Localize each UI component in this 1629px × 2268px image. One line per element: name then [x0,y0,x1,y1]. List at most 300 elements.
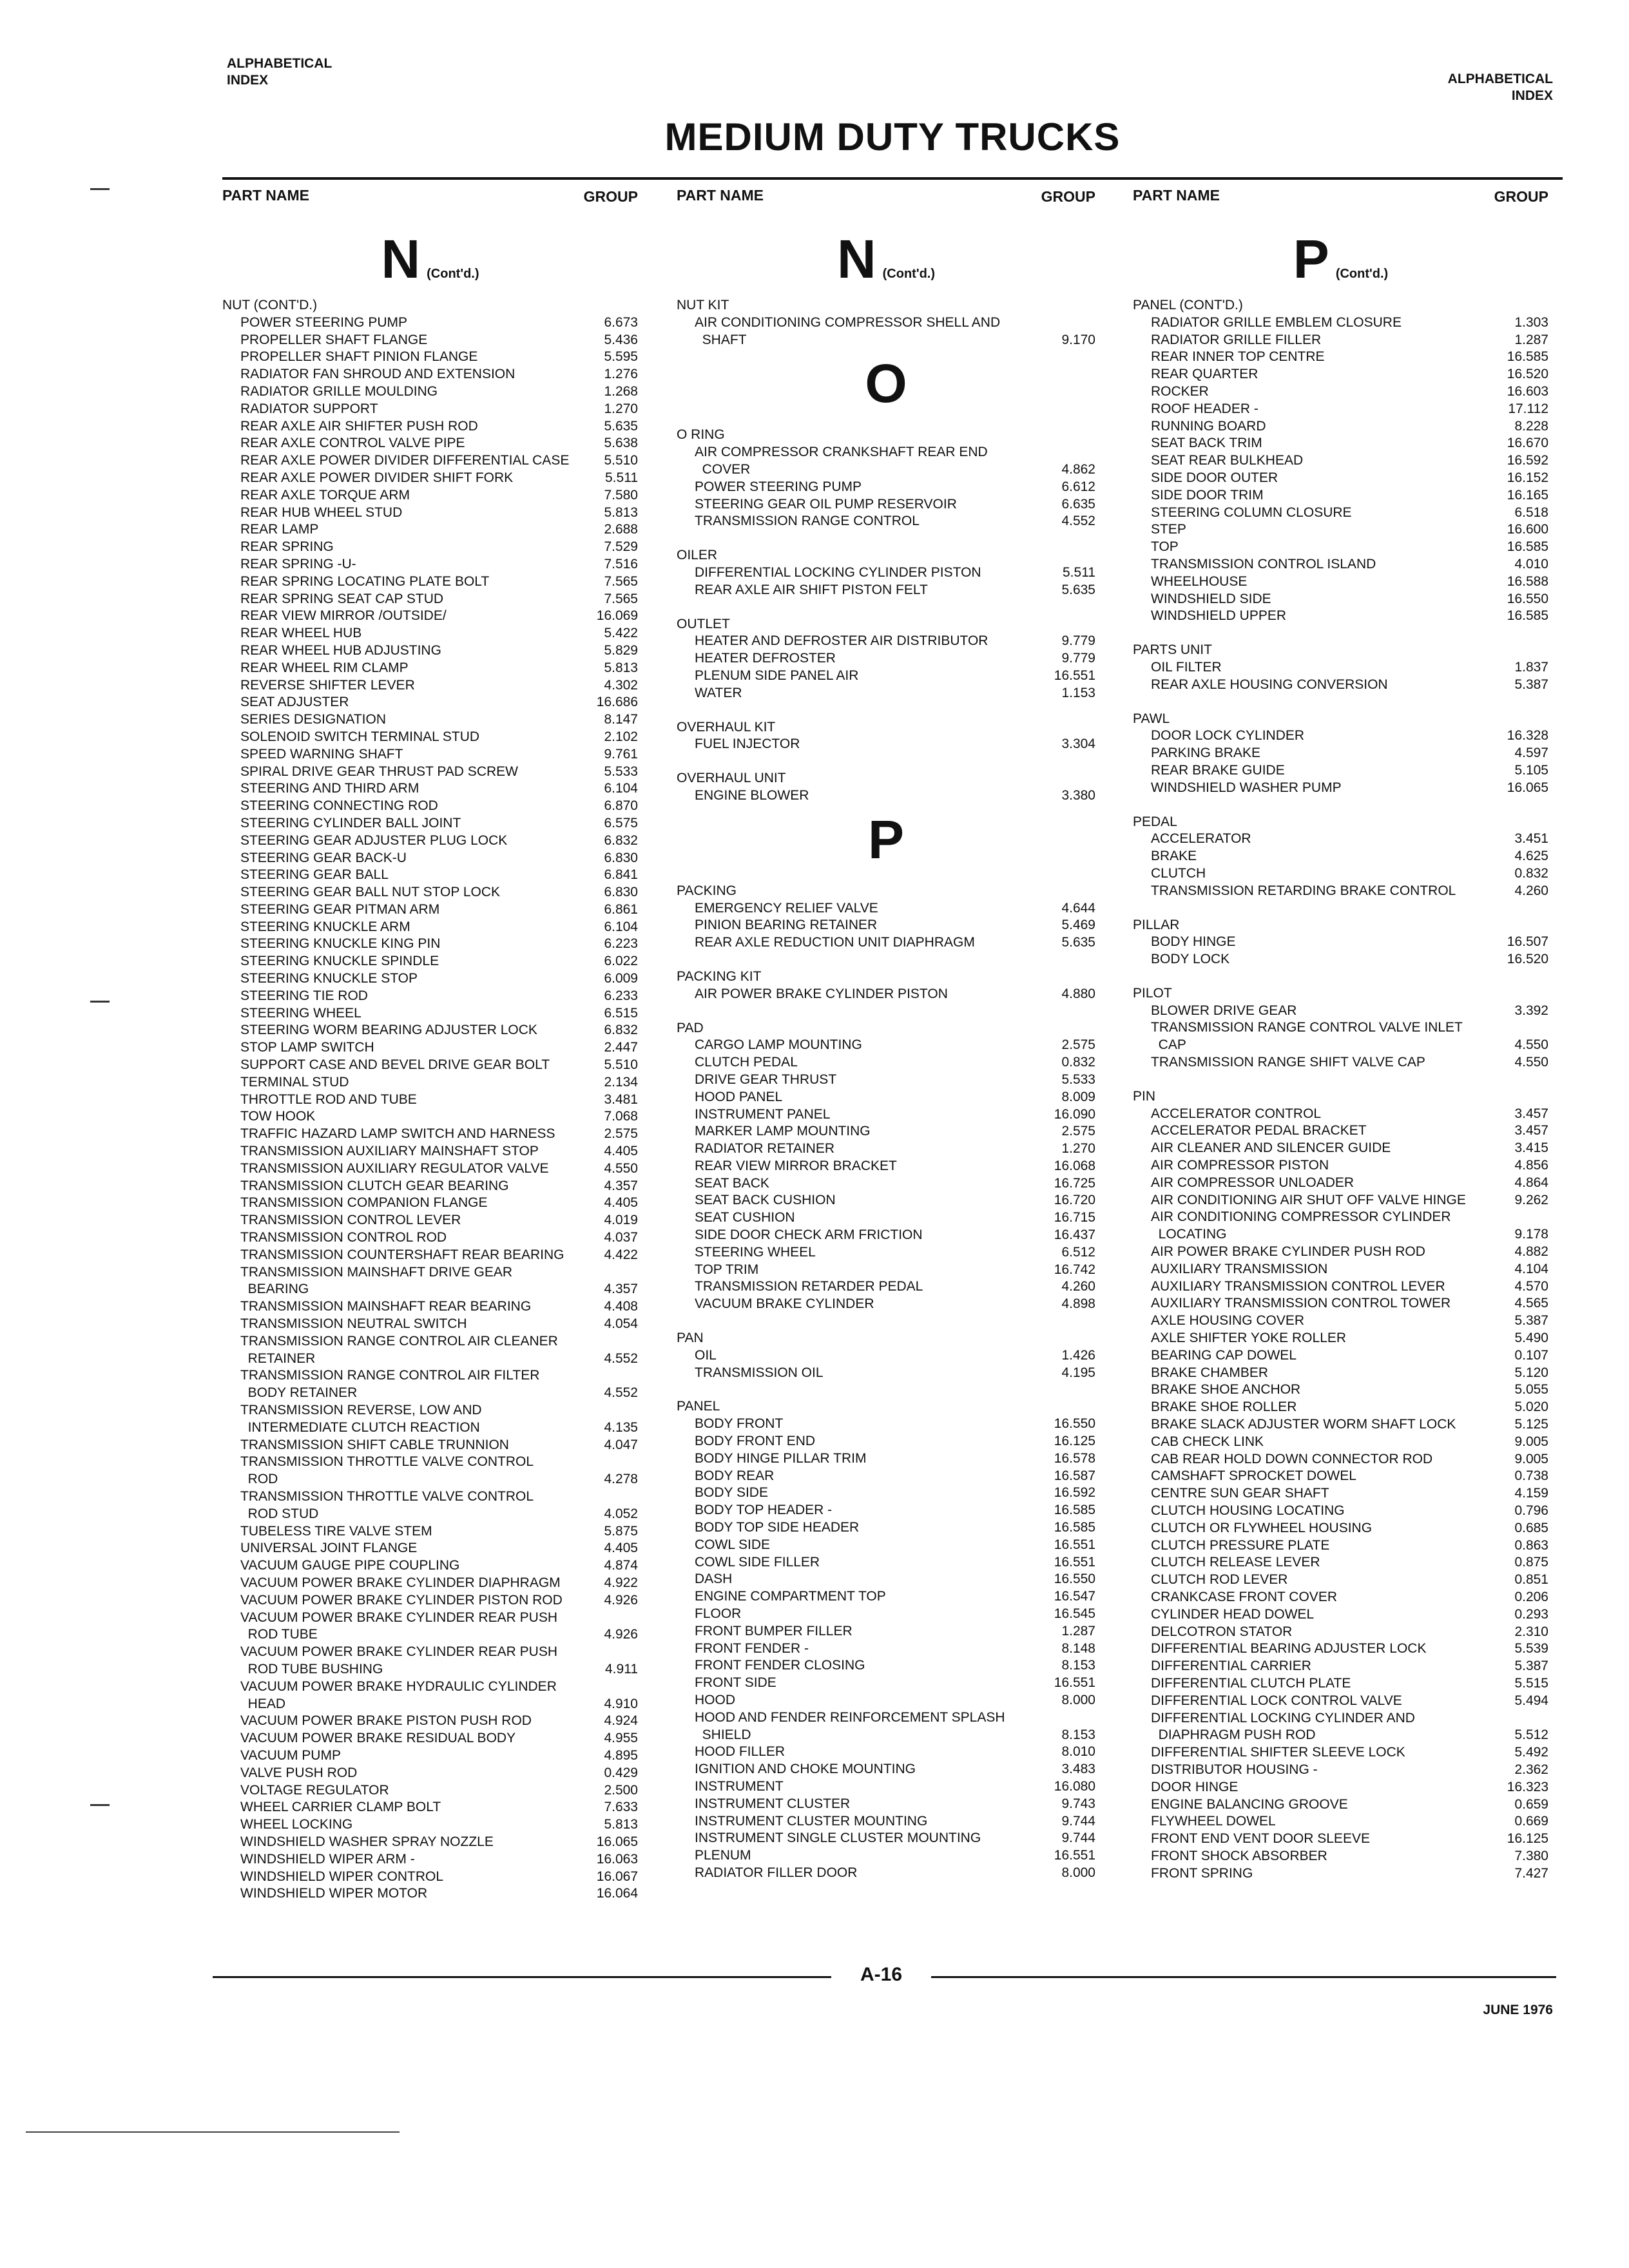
index-entry [1133,1503,1548,1520]
group-number: 5.539 [1514,1641,1548,1657]
group-number: 4.019 [604,1213,638,1228]
part-name: PROPELLER SHAFT PINION FLANGE [240,349,478,365]
group-number: 5.387 [1514,1313,1548,1329]
part-name: VACUUM POWER BRAKE RESIDUAL BODY [240,1731,516,1746]
part-name-label: PART NAME [1133,187,1220,204]
part-name: EMERGENCY RELIEF VALVE [695,900,878,916]
group-number: 16.063 [596,1851,638,1867]
group-number: 16.125 [1507,1831,1548,1847]
index-entry [677,1640,1095,1658]
index-entry [222,435,638,452]
part-name: VACUUM BRAKE CYLINDER [695,1296,874,1312]
group-number: 8.009 [1061,1089,1095,1104]
index-entry [222,487,638,505]
part-name: POWER STEERING PUMP [695,479,862,494]
index-entry [677,1416,1095,1433]
index-entry [677,1485,1095,1502]
group-number: 7.427 [1514,1865,1548,1881]
index-group [677,1020,1095,1314]
index-group [677,1398,1095,1881]
group-number: 5.638 [604,436,638,451]
group-heading: PAN [677,1331,704,1346]
index-column-2 [677,187,1095,1882]
index-group [677,547,1095,599]
index-group [677,968,1095,1003]
footer-rule [931,1976,1556,1978]
index-entry [222,694,638,711]
group-number: 16.551 [1054,1554,1095,1570]
group-number: 6.870 [604,798,638,814]
part-name: PINION BEARING RETAINER [695,918,878,933]
index-entry [222,573,638,591]
group-number: 5.635 [604,418,638,434]
group-number: 4.926 [604,1592,638,1608]
part-name: TRANSMISSION CONTROL LEVER [240,1213,461,1228]
part-name: TRANSMISSION RANGE CONTROL [695,514,920,529]
index-group [1133,711,1548,797]
part-name: CLUTCH PRESSURE PLATE [1151,1537,1330,1553]
part-name: REAR SPRING -U- [240,556,356,572]
part-name: WINDSHIELD UPPER [1151,608,1287,624]
index-entry [1133,314,1548,332]
part-name: SPIRAL DRIVE GEAR THRUST PAD SCREW [240,764,518,779]
part-name: RADIATOR FAN SHROUD AND EXTENSION [240,367,516,382]
index-entry [222,832,638,850]
group-number: 16.520 [1507,367,1548,382]
part-name: HEATER AND DEFROSTER AIR DISTRIBUTOR [695,633,988,649]
index-entry [1133,556,1548,573]
section-letter: N [381,229,421,289]
index-entry [1133,1434,1548,1451]
part-name: FRONT SIDE [695,1675,776,1691]
group-number: 4.159 [1514,1486,1548,1501]
part-name: DIFFERENTIAL LOCKING CYLINDER AND DIAPHRAGM PUSH ROD [1151,1710,1415,1743]
index-entry [1133,1485,1548,1503]
group-number: 16.065 [596,1834,638,1849]
group-label: GROUP [1041,188,1095,205]
index-entry [1133,727,1548,745]
group-number: 8.000 [1061,1693,1095,1707]
group-number: 5.512 [1514,1727,1548,1743]
section-letter-heading [222,228,638,291]
group-number: 16.520 [1507,952,1548,967]
group-number: 5.510 [604,1057,638,1073]
index-entry [222,1799,638,1816]
part-name: BLOWER DRIVE GEAR [1151,1003,1297,1018]
index-entry [1133,435,1548,452]
index-entry [222,521,638,539]
index-entry [677,1158,1095,1175]
index-entry [222,867,638,884]
group-number: 4.926 [604,1627,638,1642]
part-name: AIR CONDITIONING COMPRESSOR CYLINDER LOCATING [1151,1209,1451,1242]
part-name: SEAT ADJUSTER [240,695,349,710]
index-entry [222,401,638,418]
index-entry [222,1540,638,1557]
part-name-label: PART NAME [222,187,310,204]
index-entry [677,1106,1095,1124]
index-entry [677,1140,1095,1158]
part-name: CARGO LAMP MOUNTING [695,1037,862,1053]
group-number: 16.725 [1054,1175,1095,1191]
part-name: ACCELERATOR PEDAL BRACKET [1151,1123,1367,1139]
group-number: 5.511 [1063,564,1095,580]
group-number: 4.278 [604,1472,638,1487]
group-number: 16.587 [1054,1468,1095,1483]
group-number: 9.744 [1061,1831,1095,1846]
index-entry [1133,521,1548,539]
index-entry [1133,1381,1548,1399]
part-name: OIL [695,1347,717,1363]
group-number: 16.080 [1054,1778,1095,1794]
group-number: 9.779 [1061,651,1095,666]
index-entry [222,1885,638,1903]
group-number: 5.436 [604,332,638,347]
index-entry [677,1606,1095,1623]
part-name: REAR HUB WHEEL STUD [240,505,403,520]
group-number: 16.550 [1054,1571,1095,1587]
part-name: REAR AXLE HOUSING CONVERSION [1151,677,1388,692]
part-name: WINDSHIELD WIPER CONTROL [240,1869,444,1884]
part-name: REAR WHEEL RIM CLAMP [240,660,409,675]
index-entry [222,556,638,573]
index-entry [222,1402,638,1437]
part-name: BEARING CAP DOWEL [1151,1347,1296,1363]
part-name: STEERING KNUCKLE SPINDLE [240,954,439,969]
group-number: 16.715 [1054,1210,1095,1225]
group-number: 4.565 [1514,1296,1548,1311]
index-entry [222,764,638,781]
index-entry [677,1692,1095,1709]
group-number: 4.550 [604,1160,638,1176]
bottom-rule [26,2131,400,2133]
part-name: DASH [695,1571,733,1587]
index-entry [222,780,638,798]
title-rule [222,177,1563,180]
index-entry [222,884,638,901]
group-number: 16.585 [1507,539,1548,555]
part-name: RADIATOR RETAINER [695,1141,835,1157]
index-entry [222,1057,638,1074]
group-heading: PILLAR [1133,917,1180,932]
group-number: 16.069 [596,608,638,624]
group-number: 16.742 [1054,1262,1095,1277]
part-name: CAMSHAFT SPROCKET DOWEL [1151,1468,1356,1484]
group-number: 7.565 [604,573,638,589]
part-name: CLUTCH [1151,865,1206,881]
group-number: 2.362 [1514,1762,1548,1777]
group-number: 4.856 [1514,1158,1548,1173]
group-number: 16.585 [1054,1503,1095,1518]
part-name: WATER [695,685,742,700]
group-number: 9.761 [604,746,638,762]
part-name: TRANSMISSION CONTROL ROD [240,1230,447,1245]
index-entry [222,1333,638,1368]
group-number: 16.585 [1054,1520,1095,1535]
group-number: 4.552 [604,1350,638,1366]
index-entry [222,1143,638,1160]
index-group [222,297,638,1903]
index-entry [677,1675,1095,1692]
index-entry [677,1450,1095,1468]
index-entry [222,1730,638,1747]
index-entry [1133,1624,1548,1641]
index-entry [1133,1209,1548,1244]
part-name: REAR SPRING SEAT CAP STUD [240,591,444,606]
index-entry [1133,1122,1548,1140]
part-name: REAR AXLE REDUCTION UNIT DIAPHRAGM [695,935,975,950]
part-name: WINDSHIELD SIDE [1151,591,1271,606]
group-number: 4.550 [1514,1055,1548,1070]
group-number: 6.009 [604,971,638,986]
index-entry [222,1298,638,1316]
section-letter: O [865,353,907,414]
group-number: 5.422 [604,626,638,641]
group-heading: OUTLET [677,616,730,631]
footer-date: JUNE 1976 [1483,2003,1553,2017]
index-entry [1133,831,1548,848]
index-entry [677,479,1095,496]
group-number: 16.670 [1507,436,1548,451]
group-number: 5.635 [1061,582,1095,597]
group-number: 6.612 [1061,479,1095,494]
group-number: 3.457 [1514,1123,1548,1139]
part-name: STEERING TIE ROD [240,988,368,1003]
index-entry [1133,608,1548,625]
group-number: 4.644 [1061,900,1095,916]
part-name: STEERING AND THIRD ARM [240,781,419,796]
group-number: 6.518 [1514,505,1548,520]
group-number: 16.090 [1054,1106,1095,1122]
part-name: VACUUM POWER BRAKE CYLINDER REAR PUSH ROD TUBE [240,1610,558,1642]
index-entry [677,934,1095,952]
part-name: STEERING WORM BEARING ADJUSTER LOCK [240,1023,537,1038]
index-entry [222,1160,638,1178]
part-name: STEERING KNUCKLE STOP [240,971,418,986]
index-entry [222,1091,638,1109]
index-entry [222,1437,638,1454]
section-letter-suffix: (Cont'd.) [427,267,479,281]
group-number: 6.830 [604,850,638,865]
group-number: 0.293 [1514,1606,1548,1622]
part-name: COWL SIDE [695,1537,771,1552]
index-entry [677,513,1095,530]
group-number: 4.882 [1514,1244,1548,1260]
group-number: 4.910 [604,1696,638,1711]
group-heading: PAWL [1133,711,1170,726]
index-entry [677,917,1095,934]
group-heading: OVERHAUL UNIT [677,771,786,786]
index-entry [677,582,1095,599]
group-number: 0.863 [1514,1537,1548,1553]
part-name: SIDE DOOR OUTER [1151,470,1278,485]
index-entry [677,564,1095,582]
part-name: PLENUM [695,1848,751,1863]
group-number: 7.529 [604,539,638,555]
group-heading: PIN [1133,1088,1156,1104]
group-number: 6.635 [1061,496,1095,512]
group-number: 0.429 [604,1765,638,1780]
index-entry [677,1865,1095,1882]
part-name: WINDSHIELD WIPER MOTOR [240,1886,428,1901]
part-name: TRANSMISSION REVERSE, LOW AND INTERMEDIATE CLUTCH REACTION [240,1403,482,1435]
group-number: 7.380 [1514,1848,1548,1863]
group-number: 16.585 [1507,608,1548,624]
group-number: 4.864 [1514,1175,1548,1190]
index-entry [222,711,638,729]
part-name: REAR BRAKE GUIDE [1151,762,1285,778]
index-entry [677,1519,1095,1537]
part-name: TRANSMISSION COUNTERSHAFT REAR BEARING [240,1247,564,1262]
index-entry [1133,1175,1548,1192]
index-entry [222,1610,638,1644]
group-number: 5.494 [1514,1693,1548,1708]
part-name: RADIATOR FILLER DOOR [695,1865,858,1880]
index-entry [222,1316,638,1333]
part-name: FRONT FENDER CLOSING [695,1658,865,1673]
index-entry [677,1709,1095,1744]
part-name: STEERING COLUMN CLOSURE [1151,505,1352,520]
group-number: 6.575 [604,815,638,831]
part-name: STEERING KNUCKLE ARM [240,919,410,934]
group-number: 5.387 [1514,1658,1548,1674]
part-name: DIFFERENTIAL CLUTCH PLATE [1151,1675,1351,1691]
index-entry [677,1554,1095,1571]
group-number: 16.720 [1054,1193,1095,1208]
part-name: REAR SPRING [240,539,334,555]
part-name: ENGINE COMPARTMENT TOP [695,1589,886,1604]
part-name: TRANSMISSION COMPANION FLANGE [240,1195,488,1211]
group-label: GROUP [583,188,638,205]
index-entry [1133,848,1548,865]
index-entry [222,1592,638,1610]
footer-rule [213,1976,831,1978]
group-number: 0.107 [1514,1347,1548,1363]
group-number: 0.832 [1514,865,1548,881]
part-name: TRANSMISSION NEUTRAL SWITCH [240,1316,467,1332]
part-name: HEATER DEFROSTER [695,651,836,666]
group-number: 5.829 [604,642,638,658]
part-name: SEAT BACK TRIM [1151,436,1262,451]
part-name: AIR CONDITIONING COMPRESSOR SHELL AND SHAFT [695,314,1001,347]
section-letter-heading [1133,228,1548,291]
index-entry [1133,383,1548,401]
section-letter-suffix: (Cont'd.) [1335,267,1389,281]
group-number: 0.851 [1514,1572,1548,1588]
group-number: 4.010 [1514,556,1548,572]
part-name: DOOR LOCK CYLINDER [1151,728,1305,744]
group-number: 4.405 [604,1195,638,1211]
index-entry [222,383,638,401]
part-name: REAR INNER TOP CENTRE [1151,349,1325,365]
index-group [1133,917,1548,968]
part-name: VACUUM GAUGE PIPE COUPLING [240,1558,460,1573]
index-entry [1133,1606,1548,1624]
part-name: STEERING GEAR BACK-U [240,850,407,865]
index-entry [1133,366,1548,383]
part-name: ENGINE BLOWER [695,787,809,803]
part-name: REAR AXLE TORQUE ARM [240,487,410,503]
index-entry [1133,865,1548,883]
group-number: 4.550 [1514,1037,1548,1053]
index-entry [1133,401,1548,418]
index-entry [677,1830,1095,1847]
group-number: 2.575 [604,1126,638,1142]
part-name: STOP LAMP SWITCH [240,1040,374,1055]
group-number: 6.022 [604,954,638,969]
index-entry [222,1523,638,1541]
group-number: 6.832 [604,1023,638,1038]
part-name: BRAKE SLACK ADJUSTER WORM SHAFT LOCK [1151,1417,1456,1432]
part-name: ROOF HEADER - [1151,401,1258,416]
group-number: 16.592 [1507,453,1548,468]
index-entry [1133,1157,1548,1175]
index-entry [222,1816,638,1834]
index-entry [222,1212,638,1229]
part-name: AUXILIARY TRANSMISSION CONTROL LEVER [1151,1278,1445,1294]
group-number: 2.575 [1061,1037,1095,1053]
part-name: ACCELERATOR CONTROL [1151,1106,1322,1121]
index-entry [1133,1244,1548,1261]
part-name: FRONT SHOCK ABSORBER [1151,1848,1327,1863]
part-name: REAR VIEW MIRROR /OUTSIDE/ [240,608,447,624]
part-name: AIR POWER BRAKE CYLINDER PUSH ROD [1151,1244,1425,1260]
index-entry [1133,1278,1548,1296]
part-name: HOOD [695,1693,735,1707]
index-entry [222,1678,638,1713]
part-name: INSTRUMENT [695,1778,784,1794]
index-entry [677,1037,1095,1054]
index-entry [1133,470,1548,487]
index-entry [222,798,638,815]
index-entry [1133,1848,1548,1865]
part-name: MARKER LAMP MOUNTING [695,1124,871,1139]
part-name: PARKING BRAKE [1151,745,1260,761]
part-name: STEERING KNUCKLE KING PIN [240,936,441,952]
part-name: AIR COMPRESSOR UNLOADER [1151,1175,1354,1190]
index-entry [222,919,638,936]
group-number: 1.287 [1061,1623,1095,1639]
index-entry [222,1367,638,1402]
group-number: 4.408 [604,1299,638,1314]
part-name: AIR COMPRESSOR CRANKSHAFT REAR END COVER [695,445,988,477]
part-name: HOOD FILLER [695,1744,786,1760]
group-heading: NUT KIT [677,298,729,312]
group-number: 4.924 [604,1713,638,1729]
part-name: SPEED WARNING SHAFT [240,746,403,762]
group-number: 4.898 [1061,1296,1095,1312]
part-name: TRANSMISSION RANGE CONTROL AIR CLEANER RETAINER [240,1333,558,1366]
part-name: HOOD AND FENDER REINFORCEMENT SPLASH SHIELD [695,1709,1005,1742]
part-name: STEERING GEAR PITMAN ARM [240,901,440,917]
index-entry [1133,1330,1548,1347]
group-number: 16.588 [1507,573,1548,589]
group-number: 5.469 [1061,918,1095,933]
index-entry [677,1209,1095,1227]
index-group [677,616,1095,702]
part-name: AIR POWER BRAKE CYLINDER PISTON [695,986,948,1001]
index-entry [222,1782,638,1800]
group-number: 9.779 [1061,633,1095,649]
index-entry [677,1502,1095,1519]
group-number: 5.595 [604,349,638,365]
index-entry [1133,1520,1548,1537]
group-heading: PARTS UNIT [1133,642,1212,658]
group-number: 5.125 [1514,1417,1548,1432]
part-name: RUNNING BOARD [1151,418,1266,434]
index-entry [1133,1693,1548,1710]
group-number: 5.875 [604,1523,638,1539]
